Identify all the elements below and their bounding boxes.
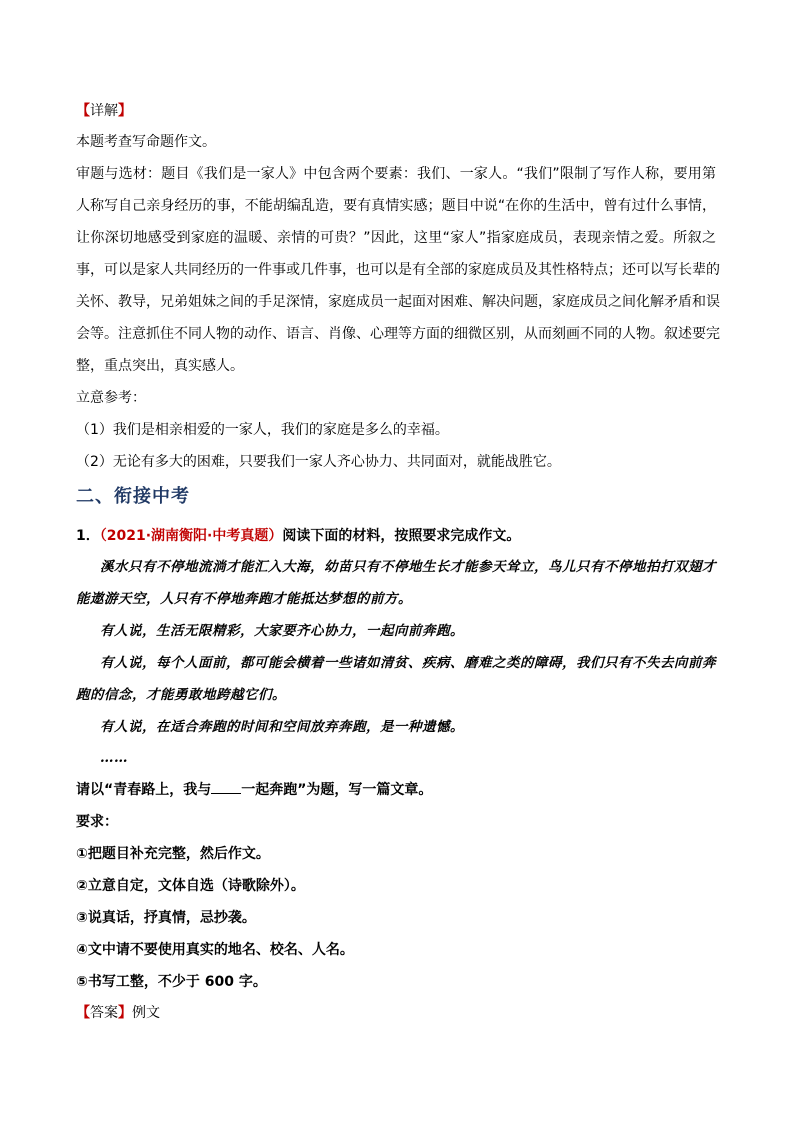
task-after: 一起奔跑”为题，写一篇文章。 (241, 782, 433, 798)
detail-para-line: 关怀、教导，兄弟姐妹之间的手足深情，家庭成员一起面对困难、解决问题，家庭成员之间化解矛盾和误 (76, 294, 720, 310)
detail-para-line: 会等。注意抓住不同人物的动作、语言、肖像、心理等方面的细微区别，从而刻画不同的人物。叙述要完 (76, 326, 720, 342)
detail-para-line: 事，可以是家人共同经历的一件事或几件事，也可以是有全部的家庭成员及其性格特点；还可以写长辈的 (76, 262, 720, 278)
answer-text: 例文 (132, 1005, 160, 1021)
section-title: 二、衔接中考 (76, 486, 190, 507)
detail-bracket-close: 】 (118, 103, 132, 119)
material-line: 有人说，每个人面前，都可能会横着一些诸如清贫、疾病、磨难之类的障碍，我们只有不失去向前奔 (100, 655, 716, 671)
requirement-item: ④文中请不要使用真实的地名、校名、人名。 (76, 942, 354, 958)
detail-para-line: 整，重点突出，真实感人。 (76, 358, 244, 374)
idea-item: （1）我们是相亲相爱的一家人，我们的家庭是多么的幸福。 (76, 422, 449, 438)
detail-para-line: 人称写自己亲身经历的事，不能胡编乱造，要有真情实感；题目中说“在你的生活中，曾有过什么事情， (76, 198, 716, 214)
detail-para-line: 让你深切地感受到家庭的温暖、亲情的可贵？”因此，这里“家人”指家庭成员，表现亲情之爱。所叙之 (76, 230, 716, 246)
material-line: 溪水只有不停地流淌才能汇入大海，幼苗只有不停地生长才能参天耸立，鸟儿只有不停地拍打双翅才 (100, 559, 716, 575)
requirements-title: 要求： (76, 814, 118, 830)
title-blank (211, 780, 241, 794)
question-header (76, 526, 520, 546)
requirement-item: ⑤书写工整，不少于 600 字。 (76, 974, 267, 990)
task-line (76, 780, 432, 800)
answer-bracket-open: 【 (76, 1005, 90, 1021)
idea-item: （2）无论有多大的困难，只要我们一家人齐心协力、共同面对，就能战胜它。 (76, 454, 561, 470)
question-prompt: 阅读下面的材料，按照要求完成作文。 (282, 528, 521, 544)
material-ellipsis: …… (100, 750, 128, 766)
question-number: 1． (76, 528, 100, 544)
detail-intro: 本题考查写命题作文。 (76, 134, 216, 150)
task-before: 请以“青春路上，我与 (76, 782, 212, 798)
requirement-item: ②立意自定，文体自选（诗歌除外）。 (76, 878, 305, 894)
answer-heading (76, 1003, 160, 1023)
detail-bracket-open: 【 (76, 103, 90, 119)
material-line: 能遨游天空，人只有不停地奔跑才能抵达梦想的前方。 (76, 591, 412, 607)
answer-label: 答案 (90, 1005, 118, 1021)
answer-bracket-close: 】 (118, 1005, 132, 1021)
detail-label: 详解 (90, 103, 118, 119)
material-line: 有人说，在适合奔跑的时间和空间放弃奔跑，是一种遗憾。 (100, 719, 464, 735)
material-line: 跑的信念，才能勇敢地跨越它们。 (76, 687, 286, 703)
material-line: 有人说，生活无限精彩，大家要齐心协力，一起向前奔跑。 (100, 623, 464, 639)
detail-heading (76, 101, 132, 121)
detail-para-line: 审题与选材：题目《我们是一家人》中包含两个要素：我们、一家人。“我们”限制了写作人称，要用第 (76, 166, 716, 182)
idea-title: 立意参考： (76, 390, 146, 406)
requirement-item: ①把题目补充完整，然后作文。 (76, 846, 270, 862)
question-source: （2021·湖南衡阳·中考真题） (99, 528, 283, 544)
requirement-item: ③说真话，抒真情，忌抄袭。 (76, 910, 256, 926)
